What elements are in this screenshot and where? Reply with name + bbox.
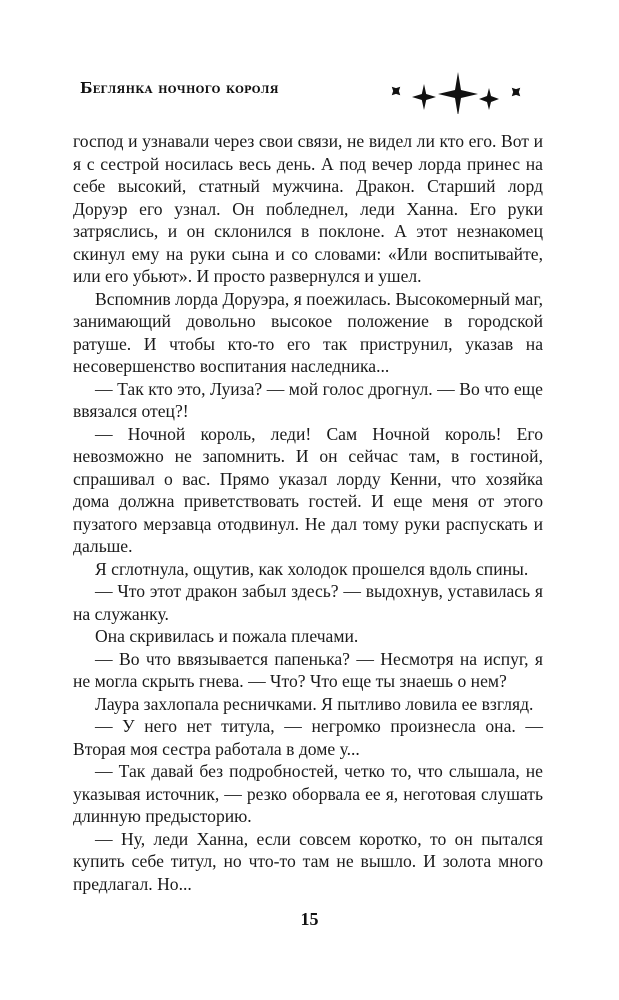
- paragraph: — Что этот дракон забыл здесь? — выдохнув, уставилась я на служанку.: [73, 581, 543, 624]
- star-icon: [479, 88, 499, 110]
- paragraph: — Так давай без подробностей, четко то, что слышала, не указывая источник, — резко оборвала ее я, неготовая слушать длинную предысторию.: [73, 761, 543, 826]
- body-text: [73, 130, 543, 895]
- paragraph: Она скривилась и пожала плечами.: [95, 626, 359, 646]
- big-star-icon: [438, 72, 478, 114]
- paragraph: — Так кто это, Луиза? — мой голос дрогнул. — Во что еще ввязался отец?!: [73, 378, 543, 421]
- paragraph: — Во что ввязывается папенька? — Несмотря на испуг, я не могла скрыть гнева. — Что? Что еще ты знаешь о нем?: [73, 648, 543, 691]
- paragraph: Вспомнив лорда Доруэра, я поежилась. Высокомерный маг, занимающий довольно высокое положение в городской ратуше. И чтобы кто-то его так приструнил, указав на несовершенство воспитания наследника...: [73, 288, 543, 376]
- star-icon: [412, 84, 436, 110]
- paragraph: Лаура захлопала ресничками. Я пытливо ловила ее взгляд.: [95, 693, 534, 714]
- small-star-icon: [508, 84, 525, 101]
- running-head: Беглянка ночного короля: [80, 80, 279, 97]
- paragraph: — У него нет титула, — негромко произнесла она. — Вторая моя сестра работала в доме у...: [73, 716, 543, 759]
- paragraph: господ и узнавали через свои связи, не видел ли кто его. Вот и я с сестрой носилась весь день. А под вечер лорда принес на себе высокий, статный мужчина. Дракон. Старший лорд Доруэр его узнал. Он побледнел, леди Ханна. Его руки затряслись, и он склонился в поклоне. А этот незнакомец скинул ему на руки сына и со словами: «Или воспитывайте, или его убьют». И просто развернулся и ушел.: [73, 131, 543, 286]
- small-star-icon: [388, 83, 404, 100]
- paragraph: — Ну, леди Ханна, если совсем коротко, то он пытался купить себе титул, но что-то там не вышло. И золота много предлагал. Но...: [73, 828, 543, 894]
- page-number: 15: [300, 909, 319, 929]
- paragraph: Я сглотнула, ощутив, как холодок прошелся вдоль спины.: [95, 558, 529, 579]
- stars-ornament: [388, 70, 528, 114]
- paragraph: — Ночной король, леди! Сам Ночной король! Его невозможно не запомнить. И он сейчас там, в гостиной, спрашивал о вас. Прямо указал лорду Кенни, что хозяйка дома должна приветствовать гостей. И еще меня от этого пузатого мерзавца отодвинул. Не дал тому руки распускать и дальше.: [73, 423, 543, 556]
